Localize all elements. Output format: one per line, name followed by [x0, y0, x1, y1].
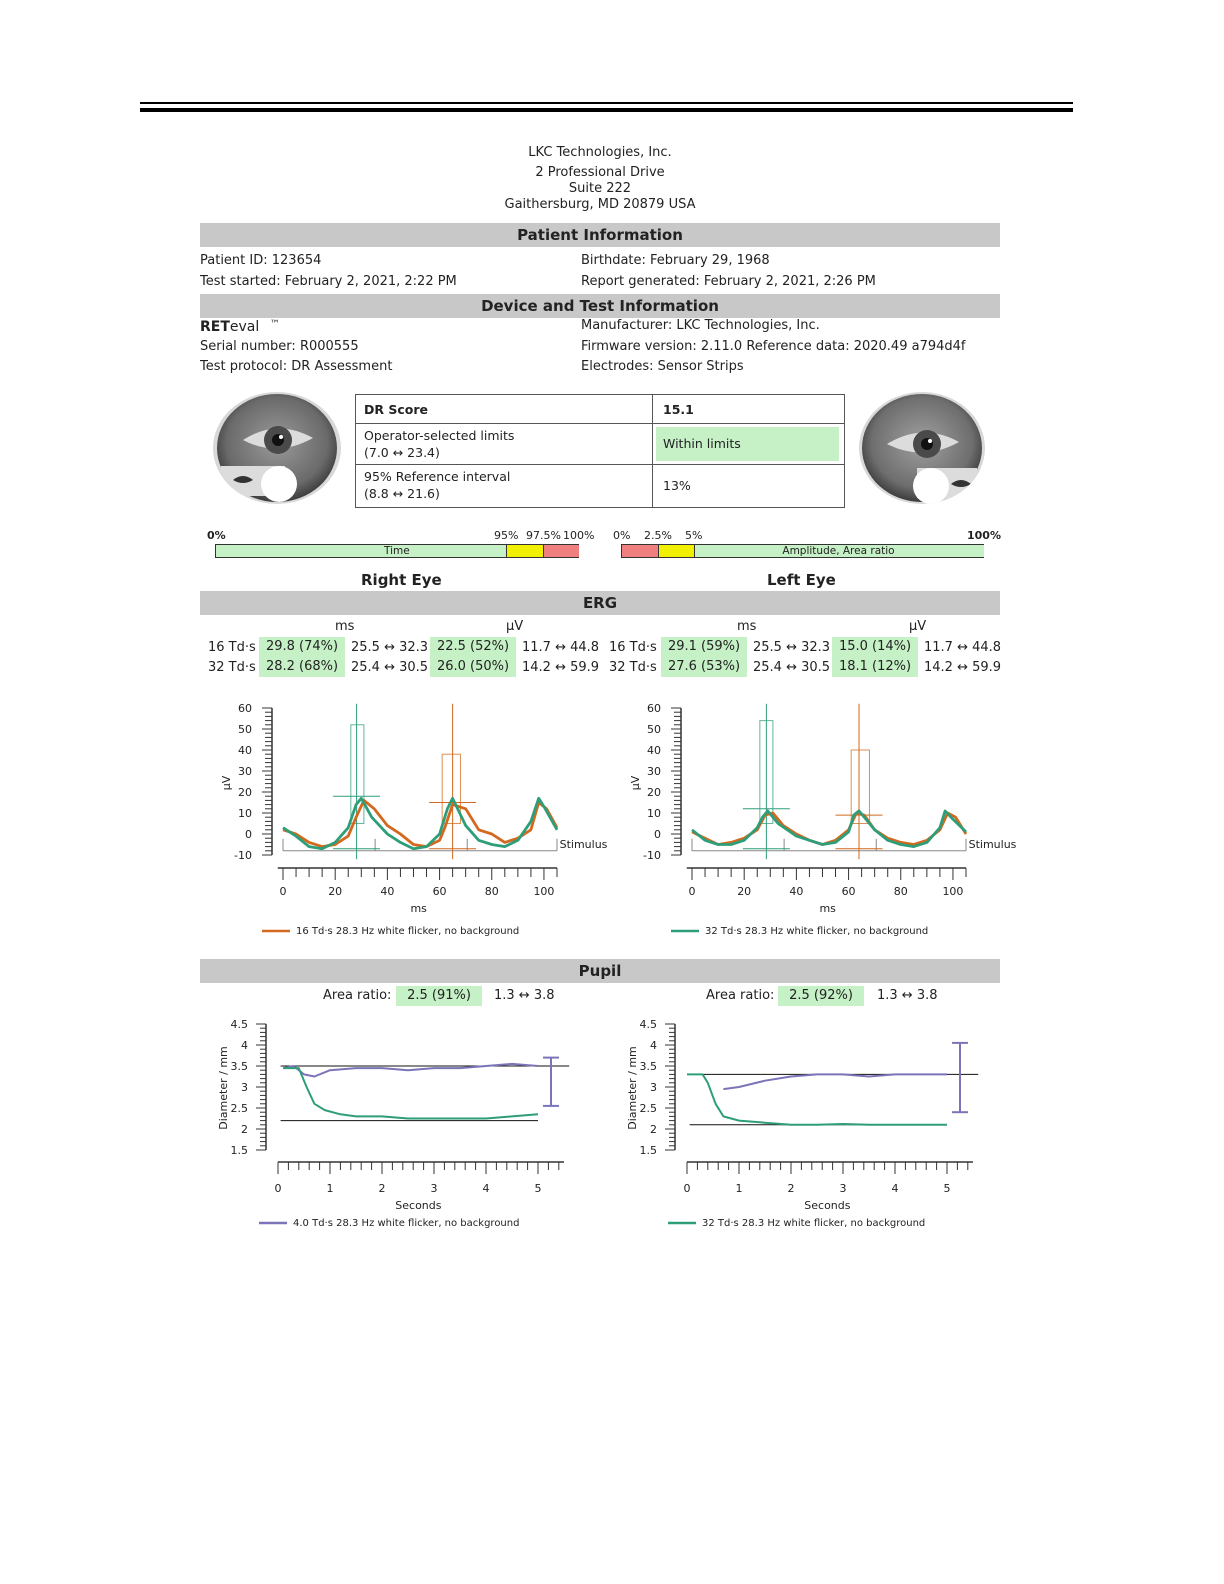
right-erg-reference-box	[351, 725, 364, 824]
time-scale-normal	[216, 545, 506, 557]
device-name-bold: RET	[200, 319, 230, 335]
right-pupil-x-tick-label: 0	[274, 1182, 282, 1195]
left-erg-y-tick-label: 30	[647, 765, 661, 778]
left-erg-x-tick-label: 80	[893, 885, 908, 898]
left-eye-header: Left Eye	[767, 571, 836, 589]
erg-left-row1-stim: 16 Td·s	[609, 640, 657, 655]
left-erg-y-tick-label: 60	[647, 702, 661, 715]
amp-scale-borderline	[658, 545, 695, 557]
dr-row-reference-interval	[356, 465, 844, 507]
amp-scale-bar	[621, 544, 984, 558]
left-pupil-series-1	[723, 1074, 947, 1089]
left-erg-y-tick-label: -10	[643, 849, 661, 862]
reference-interval-result: 13%	[663, 478, 691, 493]
erg-left-row2-ms: 27.6 (53%)	[661, 657, 747, 677]
erg-right-row2-stim: 32 Td·s	[208, 660, 256, 675]
erg-left-row2-uv-range: 14.2 ↔ 59.9	[924, 660, 1002, 675]
time-scale-0: 0%	[207, 529, 226, 542]
left-erg-y-label: µV	[629, 775, 642, 791]
left-pupil-y-tick-label: 1.5	[639, 1144, 657, 1157]
left-pupil-y-tick-label: 4.5	[639, 1018, 657, 1031]
amp-scale-2-5: 2.5%	[644, 529, 672, 542]
left-pupil-x-tick-label: 1	[735, 1182, 743, 1195]
operator-limits-result: Within limits	[663, 436, 741, 451]
test-protocol: Test protocol: DR Assessment	[200, 359, 393, 374]
right-erg-y-tick-label: 0	[245, 828, 252, 841]
right-erg-y-tick-label: 50	[238, 723, 252, 736]
dr-row-operator-limits	[356, 424, 844, 465]
firmware-version: Firmware version: 2.11.0 Reference data: 2020.49 a794d4f	[581, 339, 966, 354]
dr-score-label: DR Score	[364, 402, 428, 417]
amp-scale-label: Amplitude, Area ratio	[782, 545, 895, 557]
reference-interval-label: 95% Reference interval	[364, 469, 511, 484]
left-pupil-y-tick-label: 3	[650, 1081, 657, 1094]
left-erg-series-1	[692, 813, 966, 845]
dr-score-value: 15.1	[663, 402, 694, 417]
right-erg-y-tick-label: 30	[238, 765, 252, 778]
reference-interval-range: (8.8 ↔ 21.6)	[364, 486, 440, 501]
right-erg-legend-text: 16 Td·s 28.3 Hz white flicker, no background	[296, 926, 520, 937]
right-erg-series-2	[283, 798, 557, 848]
left-pupil-x-tick-label: 0	[683, 1182, 691, 1195]
left-pupil-y-tick-label: 2.5	[639, 1102, 657, 1115]
erg-left-row1-ms: 29.1 (59%)	[661, 637, 747, 657]
right-pupil-y-tick-label: 4	[241, 1039, 248, 1052]
time-scale-abnormal	[543, 545, 579, 557]
right-pupil-x-tick-label: 1	[326, 1182, 334, 1195]
left-erg-x-label: ms	[819, 902, 836, 915]
right-pupil-legend-text: 4.0 Td·s 28.3 Hz white flicker, no background	[293, 1218, 520, 1229]
right-erg-y-label: µV	[220, 775, 233, 791]
right-pupil-x-tick-label: 2	[378, 1182, 386, 1195]
pupil-left-area-value: 2.5 (92%)	[778, 986, 864, 1006]
pupil-left-area-range: 1.3 ↔ 3.8	[877, 988, 938, 1003]
address-line-1: 2 Professional Drive	[535, 165, 665, 180]
erg-right-row2-ms-range: 25.4 ↔ 30.5	[351, 660, 429, 675]
right-erg-y-tick-label: 20	[238, 786, 252, 799]
time-scale-bar	[215, 544, 579, 558]
erg-chart-right-svg	[200, 695, 620, 945]
left-pupil-x-tick-label: 3	[839, 1182, 847, 1195]
erg-right-row2-uv-range: 14.2 ↔ 59.9	[522, 660, 600, 675]
pupil-chart-left	[609, 1012, 1029, 1234]
left-pupil-y-tick-label: 2	[650, 1123, 657, 1136]
erg-left-row2-stim: 32 Td·s	[609, 660, 657, 675]
operator-limits-range: (7.0 ↔ 23.4)	[364, 445, 440, 460]
pupil-chart-right	[200, 1012, 620, 1234]
erg-right-uv-unit: µV	[506, 619, 524, 634]
right-erg-y-tick-label: -10	[234, 849, 252, 862]
right-pupil-x-tick-label: 5	[534, 1182, 542, 1195]
report-generated: Report generated: February 2, 2021, 2:26 PM	[581, 274, 876, 289]
time-scale-borderline	[506, 545, 544, 557]
left-erg-x-tick-label: 20	[737, 885, 752, 898]
erg-right-row1-ms: 29.8 (74%)	[259, 637, 345, 657]
right-pupil-y-tick-label: 2.5	[230, 1102, 248, 1115]
left-pupil-x-tick-label: 5	[943, 1182, 951, 1195]
left-pupil-legend-text: 32 Td·s 28.3 Hz white flicker, no background	[702, 1218, 926, 1229]
header-rule-thin	[140, 102, 1073, 104]
erg-right-row2-ms: 28.2 (68%)	[259, 657, 345, 677]
patient-section-header: Patient Information	[200, 223, 1000, 247]
erg-left-row2-uv: 18.1 (12%)	[832, 657, 918, 677]
erg-chart-left	[609, 695, 1029, 945]
left-erg-y-tick-label: 40	[647, 744, 661, 757]
test-started: Test started: February 2, 2021, 2:22 PM	[200, 274, 457, 289]
right-erg-y-tick-label: 40	[238, 744, 252, 757]
pupil-right-area-range: 1.3 ↔ 3.8	[494, 988, 555, 1003]
left-pupil-x-tick-label: 2	[787, 1182, 795, 1195]
right-pupil-y-tick-label: 2	[241, 1123, 248, 1136]
operator-limits-label: Operator-selected limits	[364, 428, 515, 443]
right-erg-x-tick-label: 100	[533, 885, 555, 898]
erg-right-row1-ms-range: 25.5 ↔ 32.3	[351, 640, 429, 655]
left-erg-x-tick-label: 100	[942, 885, 964, 898]
dr-score-table	[355, 394, 845, 508]
amp-scale-100: 100%	[967, 529, 1001, 542]
left-erg-x-tick-label: 40	[789, 885, 804, 898]
erg-right-row1-uv: 22.5 (52%)	[430, 637, 516, 657]
amp-scale-0: 0%	[613, 529, 631, 542]
left-erg-y-tick-label: 0	[654, 828, 661, 841]
right-erg-stimulus-label: Stimulus	[559, 837, 608, 851]
right-pupil-y-tick-label: 4.5	[230, 1018, 248, 1031]
amp-scale-abnormal	[622, 545, 658, 557]
device-section-header: Device and Test Information	[200, 294, 1000, 318]
device-name-rest: eval	[229, 319, 260, 335]
right-erg-x-tick-label: 80	[484, 885, 499, 898]
right-erg-x-tick-label: 0	[279, 885, 287, 898]
right-erg-y-tick-label: 10	[238, 807, 252, 820]
right-pupil-x-label: Seconds	[395, 1199, 442, 1212]
right-pupil-y-tick-label: 3	[241, 1081, 248, 1094]
address-line-2: Suite 222	[568, 181, 632, 196]
pupil-right-area-value: 2.5 (91%)	[396, 986, 482, 1006]
left-pupil-x-tick-label: 4	[891, 1182, 899, 1195]
time-scale-100: 100%	[563, 529, 595, 542]
left-eye-photo	[859, 392, 985, 504]
left-erg-stimulus-label: Stimulus	[968, 837, 1017, 851]
left-pupil-y-tick-label: 4	[650, 1039, 657, 1052]
serial-number: Serial number: R000555	[200, 339, 359, 354]
amp-scale-5: 5%	[685, 529, 703, 542]
erg-section-header: ERG	[200, 591, 1000, 615]
erg-left-row1-uv: 15.0 (14%)	[832, 637, 918, 657]
manufacturer: Manufacturer: LKC Technologies, Inc.	[581, 318, 820, 333]
erg-right-row1-uv-range: 11.7 ↔ 44.8	[522, 640, 600, 655]
left-erg-y-tick-label: 10	[647, 807, 661, 820]
right-eye-photo	[213, 392, 341, 504]
pupil-right-area-label: Area ratio:	[323, 988, 392, 1003]
pupil-chart-right-svg	[200, 1012, 620, 1234]
left-erg-legend-text: 32 Td·s 28.3 Hz white flicker, no background	[705, 926, 929, 937]
trademark: ™	[269, 319, 280, 330]
right-erg-x-label: ms	[410, 902, 427, 915]
erg-left-row2-ms-range: 25.4 ↔ 30.5	[753, 660, 831, 675]
device-name	[200, 319, 280, 335]
electrodes: Electrodes: Sensor Strips	[581, 359, 744, 374]
right-eye-header: Right Eye	[361, 571, 442, 589]
erg-right-ms-unit: ms	[335, 619, 355, 634]
time-scale-97-5: 97.5%	[526, 529, 561, 542]
birthdate: Birthdate: February 29, 1968	[581, 253, 770, 268]
right-erg-series-1	[283, 800, 557, 846]
pupil-left-area-label: Area ratio:	[706, 988, 775, 1003]
dr-row-score	[356, 395, 844, 424]
right-erg-x-tick-label: 20	[328, 885, 343, 898]
pupil-chart-left-svg	[609, 1012, 1029, 1234]
right-pupil-y-tick-label: 1.5	[230, 1144, 248, 1157]
patient-id: Patient ID: 123654	[200, 253, 322, 268]
erg-left-uv-unit: µV	[909, 619, 927, 634]
pupil-section-header: Pupil	[200, 959, 1000, 983]
address-line-3: Gaithersburg, MD 20879 USA	[504, 197, 696, 212]
erg-left-ms-unit: ms	[737, 619, 757, 634]
right-pupil-y-label: Diameter / mm	[217, 1046, 230, 1130]
left-pupil-x-label: Seconds	[804, 1199, 851, 1212]
erg-right-row2-uv: 26.0 (50%)	[430, 657, 516, 677]
right-pupil-x-tick-label: 3	[430, 1182, 438, 1195]
right-pupil-y-tick-label: 3.5	[230, 1060, 248, 1073]
left-erg-y-tick-label: 20	[647, 786, 661, 799]
erg-right-row1-stim: 16 Td·s	[208, 640, 256, 655]
time-scale-label: Time	[384, 545, 410, 557]
left-erg-y-tick-label: 50	[647, 723, 661, 736]
right-erg-x-tick-label: 60	[432, 885, 447, 898]
right-pupil-x-tick-label: 4	[482, 1182, 490, 1195]
erg-left-row1-uv-range: 11.7 ↔ 44.8	[924, 640, 1002, 655]
right-erg-x-tick-label: 40	[380, 885, 395, 898]
left-pupil-series-2	[687, 1074, 947, 1124]
erg-left-row1-ms-range: 25.5 ↔ 32.3	[753, 640, 831, 655]
left-pupil-y-label: Diameter / mm	[626, 1046, 639, 1130]
header-rule-thick	[140, 108, 1073, 112]
company-name: LKC Technologies, Inc.	[528, 145, 672, 160]
left-erg-x-tick-label: 60	[841, 885, 856, 898]
erg-chart-left-svg	[609, 695, 1029, 945]
right-erg-y-tick-label: 60	[238, 702, 252, 715]
erg-chart-right	[200, 695, 620, 945]
time-scale-95: 95%	[494, 529, 519, 542]
right-pupil-series-2	[283, 1068, 538, 1118]
left-pupil-y-tick-label: 3.5	[639, 1060, 657, 1073]
left-erg-x-tick-label: 0	[688, 885, 696, 898]
